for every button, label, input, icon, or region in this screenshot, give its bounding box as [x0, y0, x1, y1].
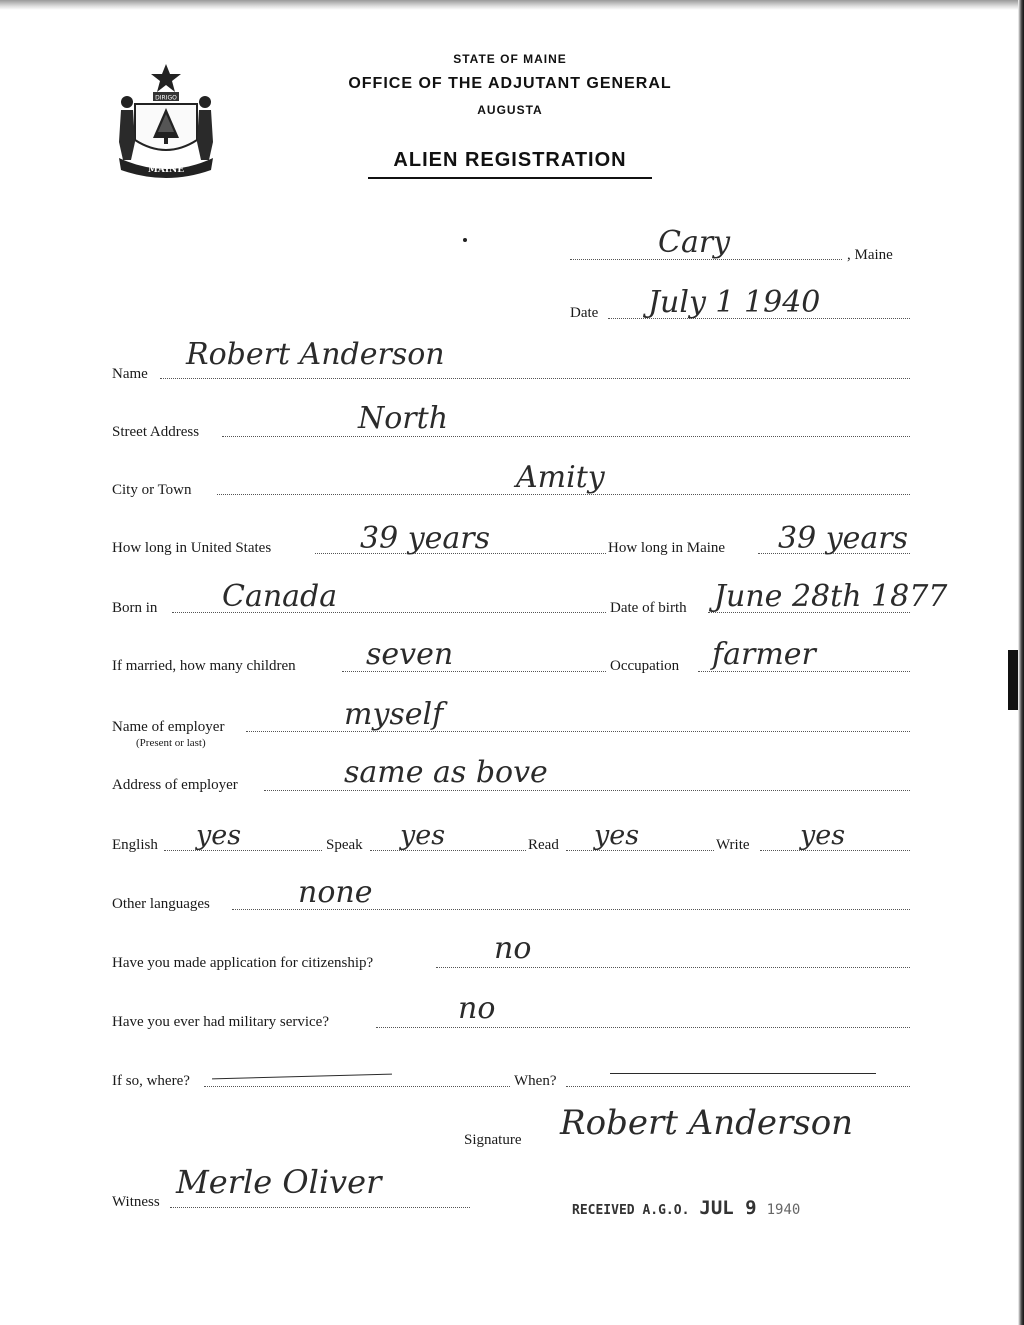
where-line: [204, 1086, 510, 1087]
witness-line: [170, 1207, 470, 1208]
occupation-label: Occupation: [610, 658, 680, 674]
how-long-us-label: How long in United States: [112, 540, 272, 556]
maine-label: , Maine: [847, 247, 893, 263]
maine-state-seal-icon: [113, 62, 219, 182]
witness-entry[interactable]: Merle Oliver: [176, 1163, 382, 1201]
scan-edge-right: [1018, 0, 1024, 1325]
seal-motto: DIRIGO: [155, 94, 177, 102]
witness-label: Witness: [112, 1194, 160, 1210]
scan-edge-top: [0, 0, 1024, 10]
english-line: [164, 850, 322, 851]
military-line: [376, 1027, 910, 1028]
children-entry[interactable]: seven: [366, 637, 454, 672]
military-entry[interactable]: no: [458, 991, 496, 1026]
how-long-maine-label: How long in Maine: [608, 540, 726, 556]
signature-label: Signature: [464, 1132, 522, 1148]
header-city: AUGUSTA: [477, 103, 543, 117]
stamp-date: JUL 9: [699, 1197, 757, 1219]
when-pen-stroke: [610, 1073, 876, 1074]
stamp-received: RECEIVED A.G.O.: [572, 1203, 690, 1218]
title-underline: [368, 177, 652, 179]
date-label: Date: [570, 305, 599, 321]
read-label: Read: [528, 837, 559, 853]
city-entry[interactable]: Amity: [516, 460, 605, 495]
how-long-us-entry[interactable]: 39 years: [360, 521, 491, 556]
employer-address-line: [264, 790, 910, 791]
street-line: [222, 436, 910, 437]
street-label: Street Address: [112, 424, 200, 440]
speak-line: [370, 850, 526, 851]
write-label: Write: [716, 837, 750, 853]
date-entry[interactable]: July 1 1940: [648, 285, 821, 320]
employer-address-label: Address of employer: [112, 777, 238, 793]
scan-edge-mark: [1008, 650, 1018, 710]
write-entry[interactable]: yes: [800, 820, 846, 851]
other-languages-entry[interactable]: none: [298, 875, 373, 910]
citizenship-label: Have you made application for citizenship?: [112, 955, 374, 971]
header-state: STATE OF MAINE: [453, 52, 567, 66]
english-entry[interactable]: yes: [196, 820, 242, 851]
read-entry[interactable]: yes: [594, 820, 640, 851]
when-label: When?: [514, 1073, 557, 1089]
where-label: If so, where?: [112, 1073, 190, 1089]
name-line: [160, 378, 910, 379]
signature-entry[interactable]: Robert Anderson: [560, 1103, 854, 1143]
name-entry[interactable]: Robert Anderson: [186, 337, 445, 372]
employer-note: (Present or last): [136, 737, 206, 749]
citizenship-line: [436, 967, 910, 968]
read-line: [566, 850, 714, 851]
seal-name: MAINE: [147, 165, 185, 175]
military-label: Have you ever had military service?: [112, 1014, 329, 1030]
header-office: OFFICE OF THE ADJUTANT GENERAL: [348, 75, 672, 92]
town-entry[interactable]: Cary: [658, 225, 731, 260]
date-of-birth-entry[interactable]: June 28th 1877: [714, 579, 948, 614]
stamp-year: 1940: [766, 1202, 801, 1218]
street-entry[interactable]: North: [358, 401, 449, 436]
children-label: If married, how many children: [112, 658, 296, 674]
born-in-entry[interactable]: Canada: [222, 579, 338, 614]
employer-label: Name of employer: [112, 719, 225, 735]
employer-address-entry[interactable]: same as bove: [344, 755, 548, 790]
name-label: Name: [112, 366, 148, 382]
speak-label: Speak: [326, 837, 363, 853]
employer-entry[interactable]: myself: [344, 697, 444, 732]
other-languages-label: Other languages: [112, 896, 210, 912]
ink-speck: [463, 238, 467, 242]
city-label: City or Town: [112, 482, 192, 498]
received-stamp: [572, 1197, 800, 1219]
occupation-entry[interactable]: farmer: [712, 637, 816, 672]
date-of-birth-label: Date of birth: [610, 600, 687, 616]
when-line: [566, 1086, 910, 1087]
english-label: English: [112, 837, 158, 853]
where-pen-stroke: [212, 1074, 392, 1080]
how-long-maine-entry[interactable]: 39 years: [778, 521, 909, 556]
form-title: ALIEN REGISTRATION: [393, 149, 627, 171]
citizenship-entry[interactable]: no: [494, 931, 532, 966]
born-in-label: Born in: [112, 600, 158, 616]
speak-entry[interactable]: yes: [400, 820, 446, 851]
